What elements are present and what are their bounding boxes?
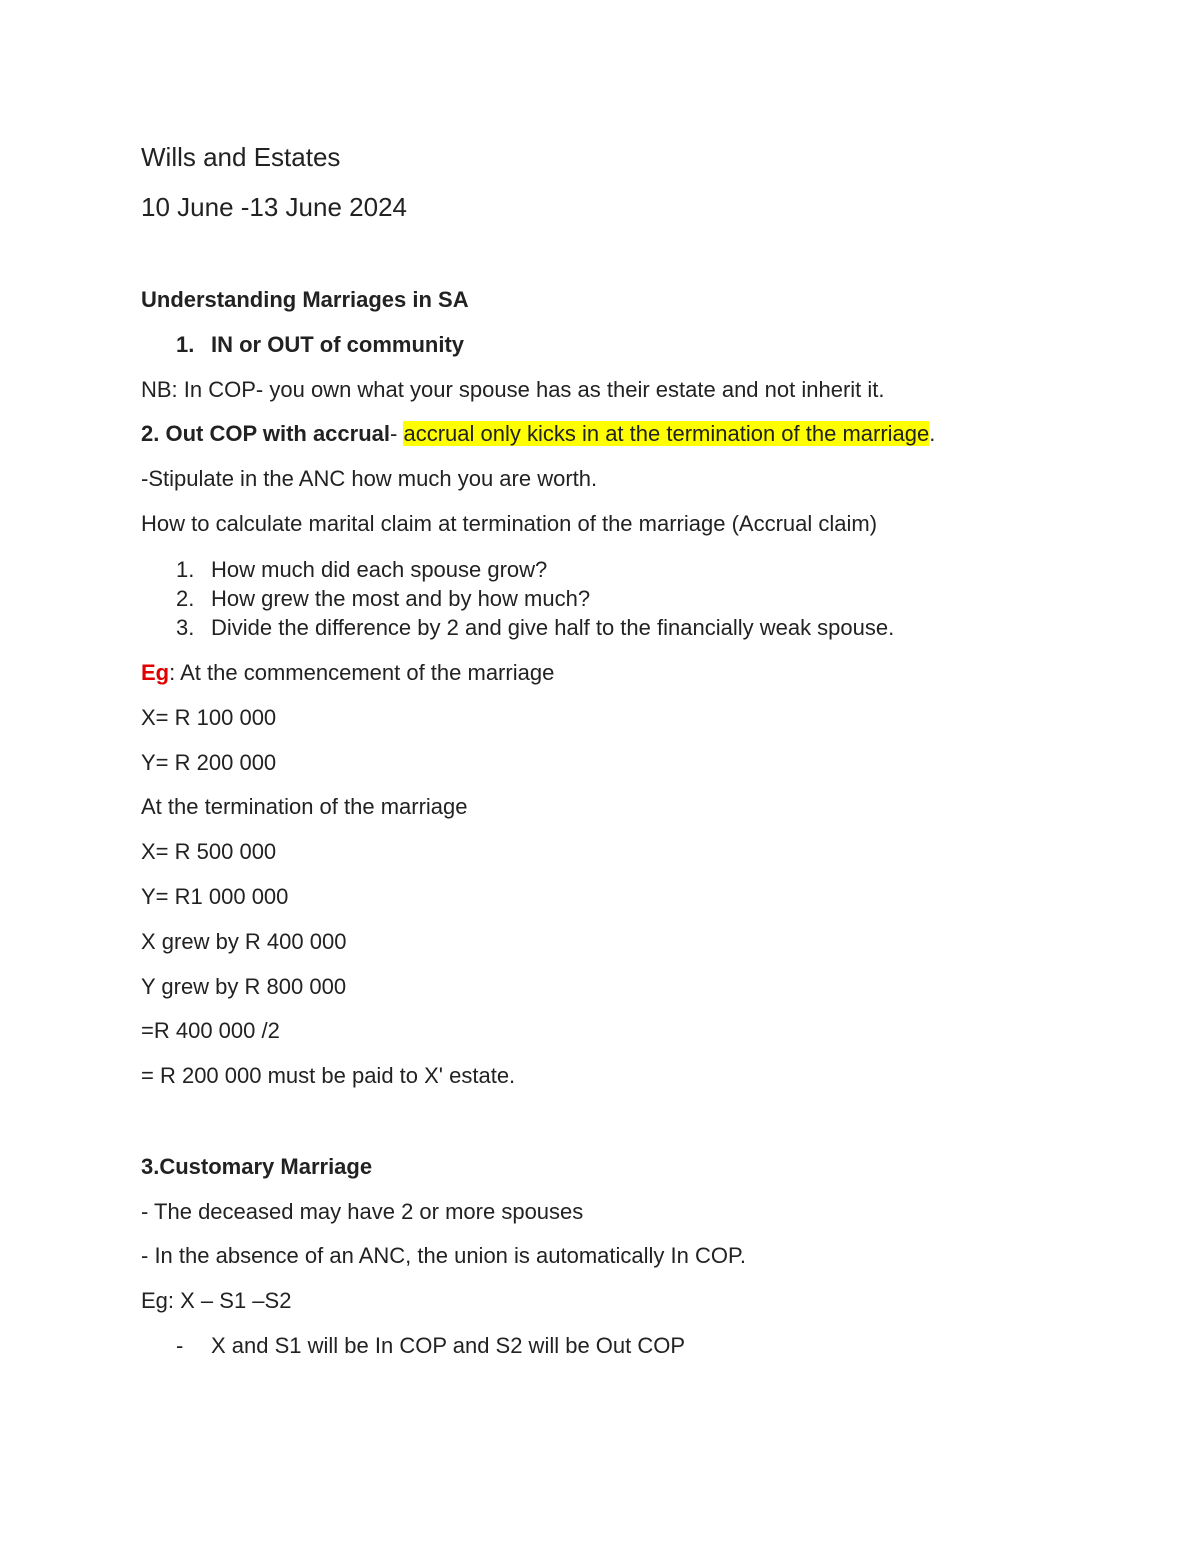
list-number: 1. — [176, 557, 195, 582]
customary-heading: 3.Customary Marriage — [141, 1154, 373, 1179]
bullet-marker: - — [176, 1333, 184, 1358]
example-line: = R 200 000 must be paid to X' estate. — [141, 1063, 516, 1088]
list-number: 1. — [176, 332, 195, 357]
example-label: Eg — [141, 660, 170, 685]
calc-intro: How to calculate marital claim at termination of the marriage (Accrual claim) — [141, 511, 878, 536]
example-line: Y= R 200 000 — [141, 750, 277, 775]
example-line: At the termination of the marriage — [141, 794, 468, 819]
customary-line: - The deceased may have 2 or more spouses — [141, 1199, 584, 1224]
example-line: =R 400 000 /2 — [141, 1018, 280, 1043]
list-number: 2. — [176, 586, 195, 611]
list-number: 3. — [176, 615, 195, 640]
example-text: : At the commencement of the marriage — [169, 660, 555, 685]
customary-line: Eg: X – S1 –S2 — [141, 1288, 292, 1313]
highlighted-text: accrual only kicks in at the termination of the marriage — [403, 421, 930, 446]
example-line: Y grew by R 800 000 — [141, 974, 347, 999]
example-line: X grew by R 400 000 — [141, 929, 347, 954]
list-item-text: IN or OUT of community — [211, 332, 464, 357]
list-item-text: Divide the difference by 2 and give half to the financially weak spouse. — [211, 615, 895, 640]
list-item-text: How grew the most and by how much? — [211, 586, 591, 611]
section-heading: Understanding Marriages in SA — [141, 287, 469, 312]
accrual-period: . — [929, 421, 936, 446]
bullet-text: X and S1 will be In COP and S2 will be Out COP — [211, 1333, 686, 1358]
stipulate-line: -Stipulate in the ANC how much you are worth. — [141, 466, 598, 491]
example-intro — [141, 659, 554, 687]
accrual-dash: - — [390, 421, 404, 446]
example-line: X= R 100 000 — [141, 705, 277, 730]
example-line: X= R 500 000 — [141, 839, 277, 864]
document-date: 10 June -13 June 2024 — [141, 192, 407, 222]
accrual-line — [141, 420, 935, 448]
list-item-text: How much did each spouse grow? — [211, 557, 548, 582]
accrual-heading: 2. Out COP with accrual — [141, 421, 390, 446]
nb-note: NB: In COP- you own what your spouse has as their estate and not inherit it. — [141, 377, 885, 402]
document-title: Wills and Estates — [141, 142, 341, 172]
customary-line: - In the absence of an ANC, the union is automatically In COP. — [141, 1243, 746, 1268]
example-line: Y= R1 000 000 — [141, 884, 289, 909]
